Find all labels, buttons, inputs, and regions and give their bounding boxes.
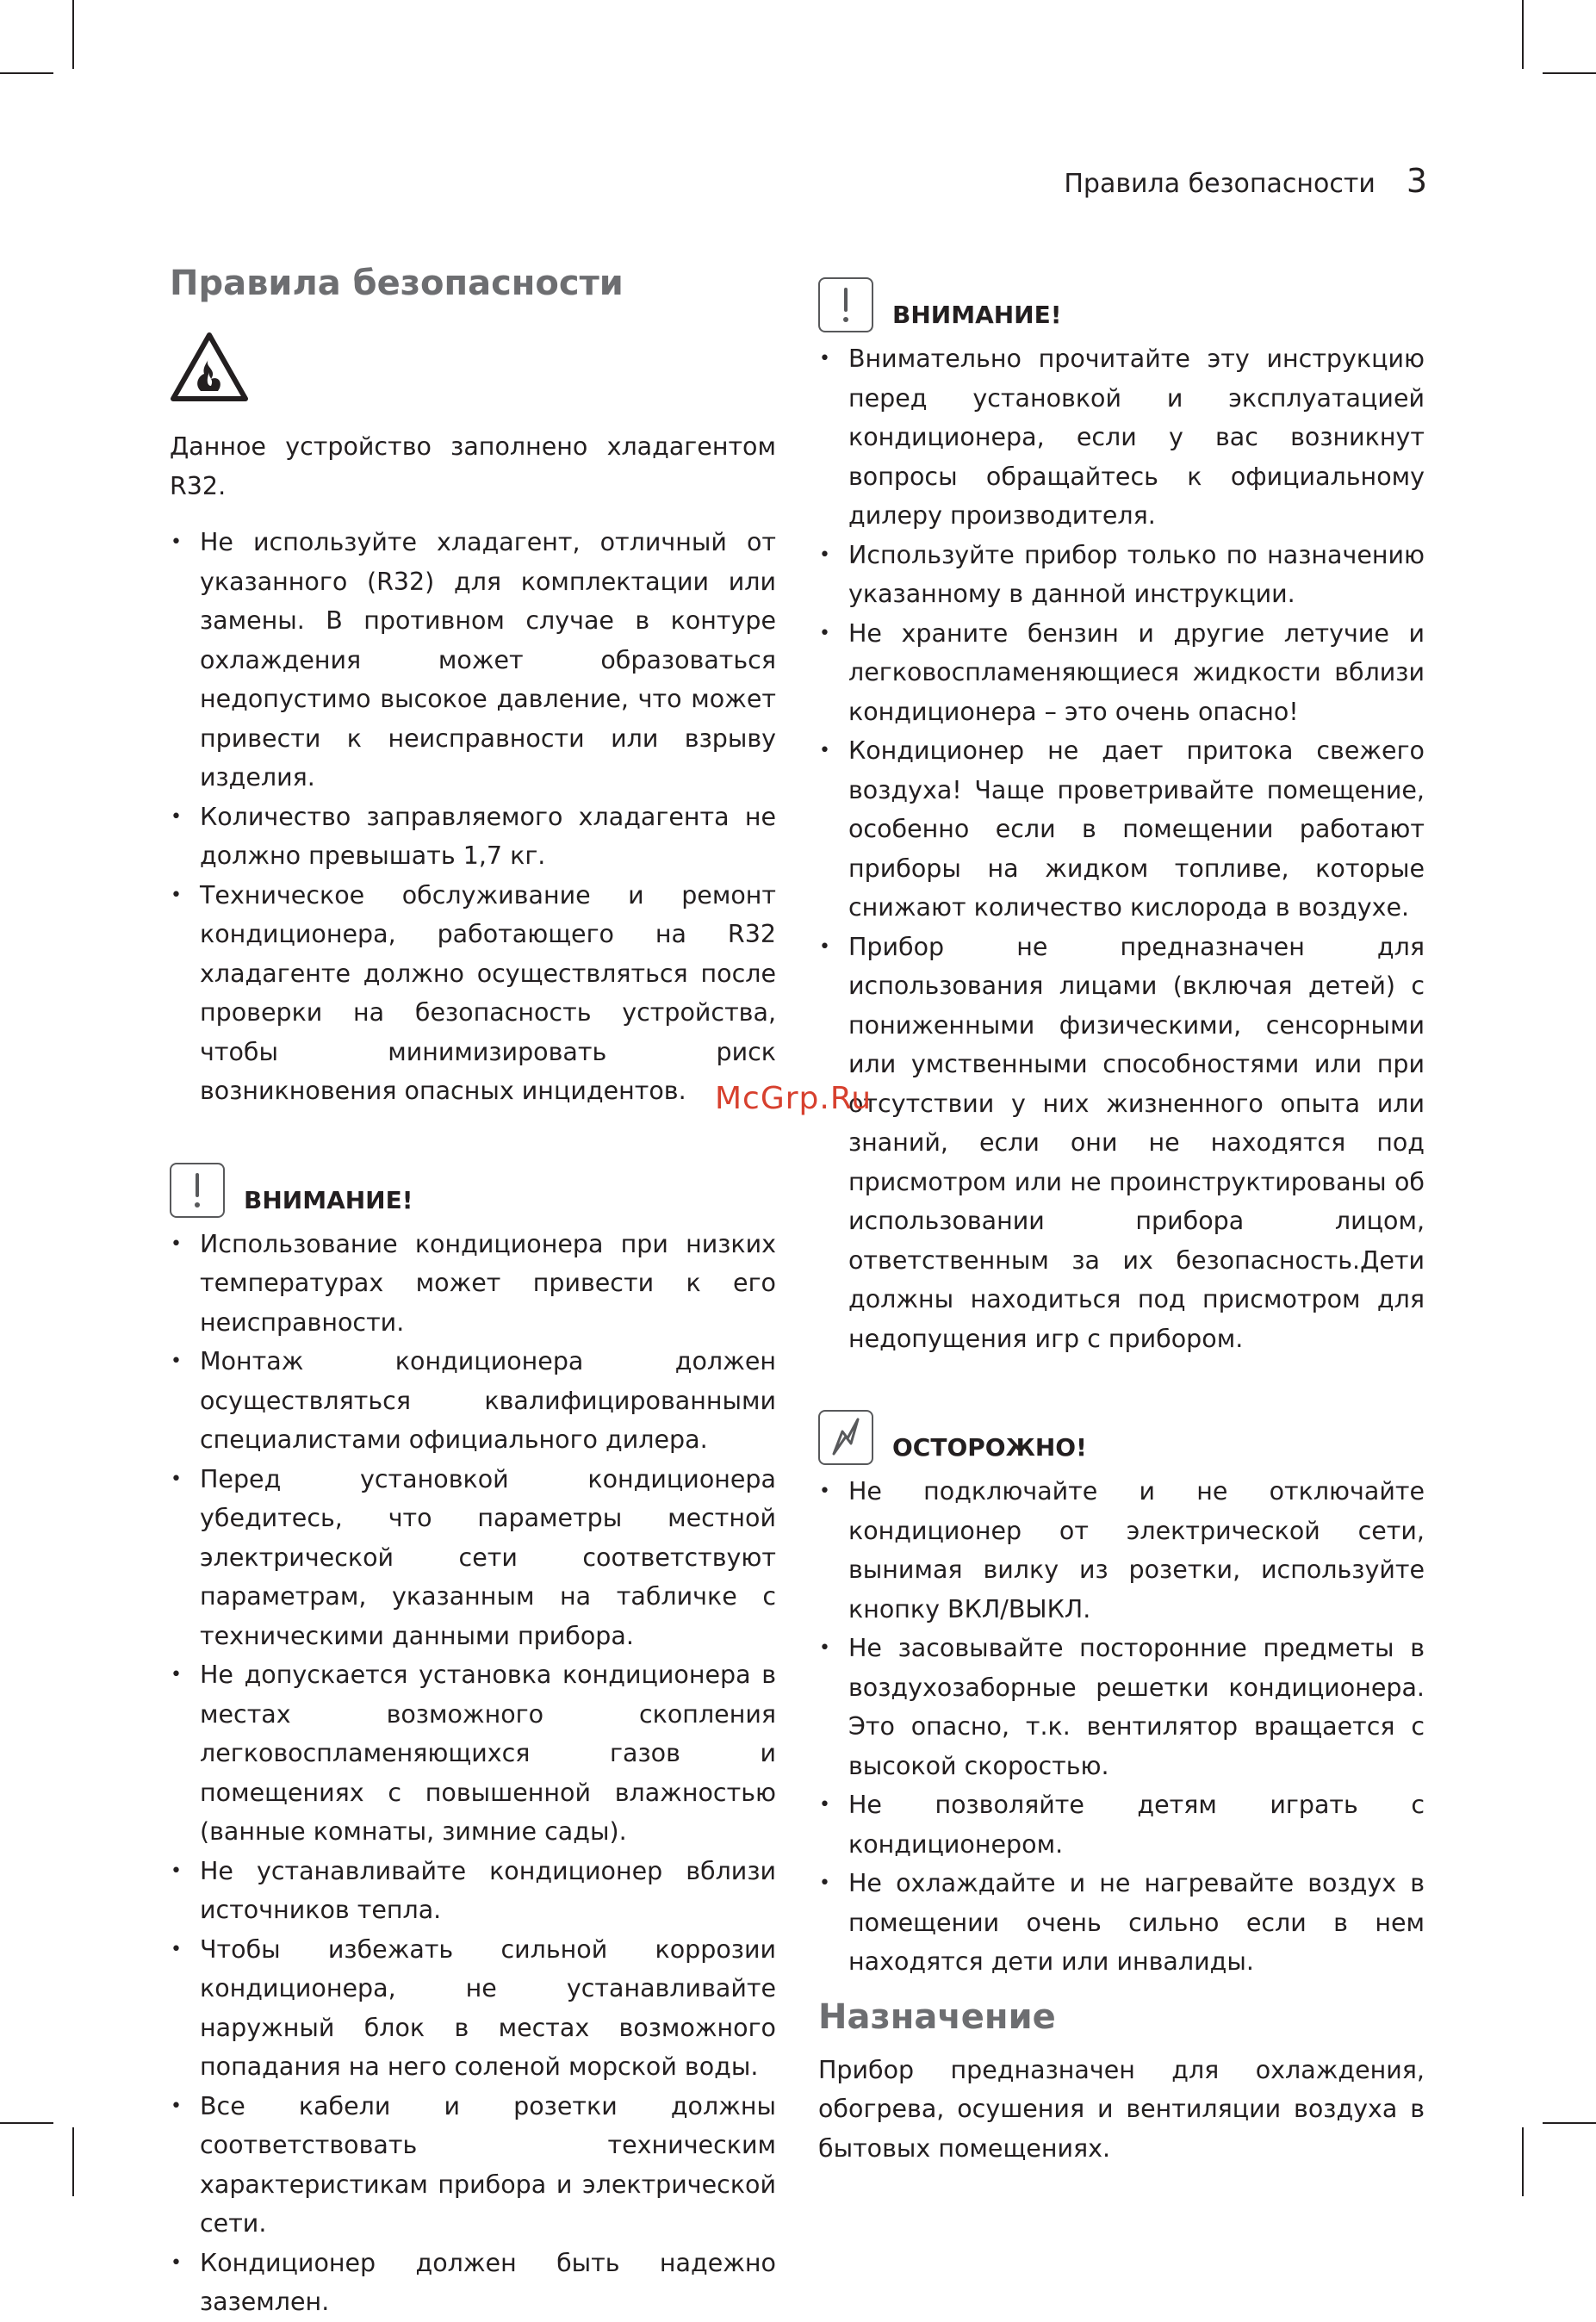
attention-header <box>818 277 1425 332</box>
running-header-title: Правила безопасности <box>1064 169 1376 199</box>
list-item: • Количество заправляемого хладагента не должно превышать 1,7 кг. <box>170 798 776 876</box>
page-number: 3 <box>1406 162 1427 200</box>
list-item: • Кондиционер должен быть надежно заземлен. <box>170 2244 776 2322</box>
crop-mark <box>1543 2122 1596 2124</box>
list-item: • Чтобы избежать сильной коррозии кондиционера, не устанавливайте наружный блок в местах возможного попадания на него соленой морской воды. <box>170 1930 776 2087</box>
lightning-icon <box>818 1410 873 1465</box>
list-item: • Все кабели и розетки должны соответствовать техническим характеристикам прибора и электрической сети. <box>170 2087 776 2244</box>
refrigerant-list <box>170 523 776 1111</box>
caution-header <box>818 1410 1425 1465</box>
purpose-heading: Назначение <box>818 1996 1056 2037</box>
exclamation-icon <box>170 1163 225 1218</box>
attention-list <box>170 1225 776 2322</box>
caution-list <box>818 1472 1425 1982</box>
list-item: • Прибор не предназначен для использования лицами (включая детей) с пониженными физическими, сенсорными или умственными способностями или при отсутствии у них жизненного опыта или знаний, если они не находятся под присмотром или не проинструктированы об использовании прибора лицом, ответственным за их безопасность.Дети должны находиться под присмотром для недопущения игр с прибором. <box>818 928 1425 1359</box>
crop-mark <box>72 2127 74 2196</box>
list-item: • Не охлаждайте и не нагревайте воздух в помещении очень сильно если в нем находятся дети или инвалиды. <box>818 1864 1425 1982</box>
page-title: Правила безопасности <box>170 264 624 303</box>
list-item: • Не допускается установка кондиционера в местах возможного скопления легковоспламеняющихся газов и помещениях с повышенной влажностью (ванные комнаты, зимние сады). <box>170 1655 776 1852</box>
flammable-warning-icon <box>170 331 249 403</box>
list-item: • Внимательно прочитайте эту инструкцию перед установкой и эксплуатацией кондиционера, если у вас возникнут вопросы обращайтесь к официальному дилеру производителя. <box>818 339 1425 536</box>
purpose-text: Прибор предназначен для охлаждения, обогрева, осушения и вентиляции воздуха в бытовых помещениях. <box>818 2055 1425 2163</box>
running-header <box>1064 162 1427 200</box>
attention-list <box>818 339 1425 1358</box>
caution-title: ОСТОРОЖНО! <box>892 1433 1087 1462</box>
list-item: • Перед установкой кондиционера убедитесь, что параметры местной электрической сети соответствуют параметрам, указанным на табличке с техническими данными прибора. <box>170 1460 776 1656</box>
intro-text: Данное устройство заполнено хладагентом R32. <box>170 432 776 500</box>
list-item: • Не подключайте и не отключайте кондиционер от электрической сети, вынимая вилку из розетки, используйте кнопку ВКЛ/ВЫКЛ. <box>818 1472 1425 1629</box>
list-item: • Не храните бензин и другие летучие и легковоспламеняющиеся жидкости вблизи кондиционера – это очень опасно! <box>818 614 1425 732</box>
watermark: McGrp.Ru <box>715 1081 873 1116</box>
right-column <box>818 277 1425 2168</box>
attention-title: ВНИМАНИЕ! <box>892 301 1062 329</box>
crop-mark <box>1522 2127 1524 2196</box>
crop-mark <box>0 2122 53 2124</box>
attention-header <box>170 1163 776 1218</box>
crop-mark <box>1543 72 1596 74</box>
list-item: • Использование кондиционера при низких температурах может привести к его неисправности. <box>170 1225 776 1343</box>
list-item: • Не используйте хладагент, отличный от указанного (R32) для комплектации или замены. В противном случае в контуре охлаждения может образоваться недопустимо высокое давление, что может привести к неисправности или взрыву изделия. <box>170 523 776 798</box>
crop-mark <box>1522 0 1524 69</box>
left-column <box>170 258 776 2322</box>
crop-mark <box>0 72 53 74</box>
list-item: • Используйте прибор только по назначению указанному в данной инструкции. <box>818 536 1425 614</box>
list-item: • Кондиционер не дает притока свежего воздуха! Чаще проветривайте помещение, особенно если в помещении работают приборы на жидком топливе, которые снижают количество кислорода в воздухе. <box>818 731 1425 928</box>
exclamation-icon <box>818 277 873 332</box>
list-item: • Монтаж кондиционера должен осуществляться квалифицированными специалистами официального дилера. <box>170 1342 776 1460</box>
list-item: • Техническое обслуживание и ремонт кондиционера, работающего на R32 хладагенте должно осуществляться после проверки на безопасность устройства, чтобы минимизировать риск возникновения опасных инцидентов. <box>170 876 776 1111</box>
list-item: • Не засовывайте посторонние предметы в воздухозаборные решетки кондиционера. Это опасно, т.к. вентилятор вращается с высокой скоростью. <box>818 1629 1425 1785</box>
list-item: • Не устанавливайте кондиционер вблизи источников тепла. <box>170 1852 776 1930</box>
list-item: • Не позволяйте детям играть с кондиционером. <box>818 1785 1425 1864</box>
attention-title: ВНИМАНИЕ! <box>244 1185 413 1214</box>
crop-mark <box>72 0 74 69</box>
